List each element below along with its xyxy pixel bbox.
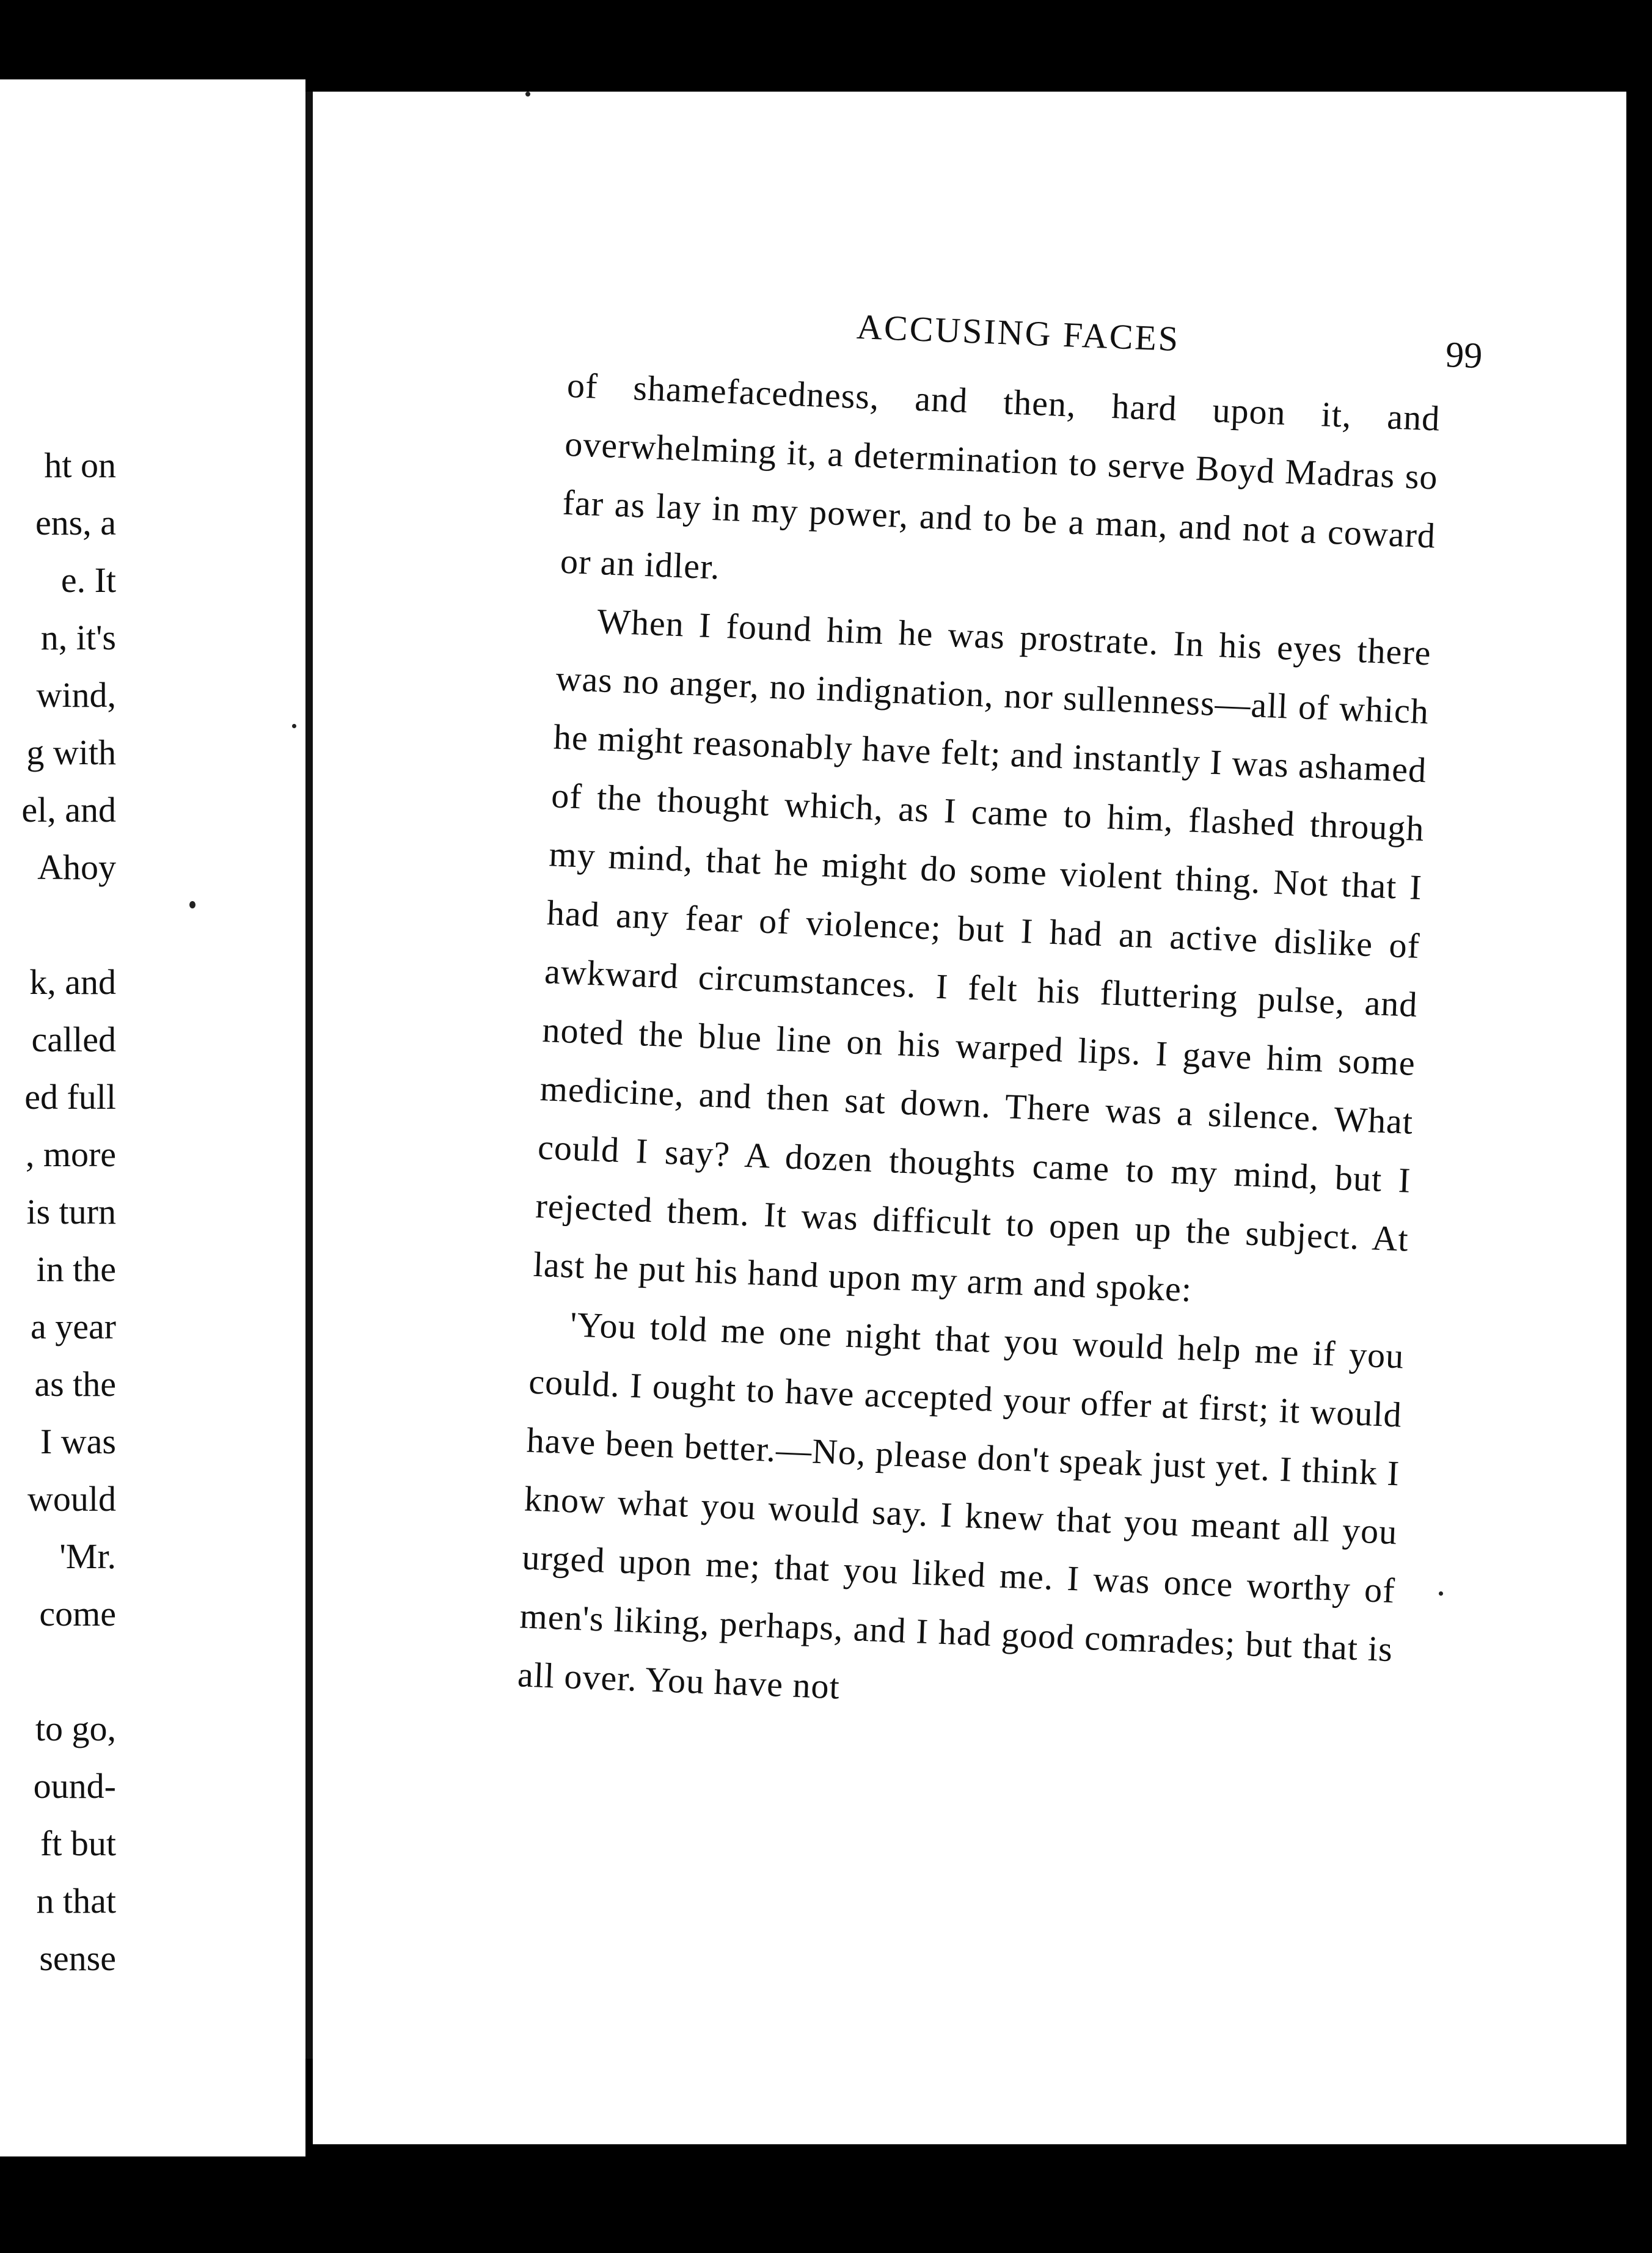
left-page-line: to go, (35, 1709, 116, 1748)
left-page-line: called (31, 1020, 116, 1059)
left-page-line: wind, (36, 675, 116, 715)
left-page-line: is turn (26, 1192, 116, 1232)
left-page-line: in the (36, 1249, 116, 1289)
speck (1439, 1591, 1443, 1596)
left-page-line: g with (26, 732, 116, 772)
left-page-line: 'Mr. (59, 1536, 116, 1576)
speck (292, 724, 296, 728)
left-page-line: I was (40, 1422, 116, 1461)
left-page-line: a year (30, 1307, 116, 1346)
left-page-line: come (39, 1594, 116, 1634)
left-page-line: ht on (44, 445, 116, 485)
speck (189, 901, 196, 908)
left-page-line: el, and (21, 790, 116, 830)
left-page-line: e. It (60, 560, 116, 600)
running-head: ACCUSING FACES (856, 306, 1181, 359)
left-page-line: as the (34, 1364, 116, 1404)
page-number: 99 (1445, 334, 1483, 376)
body-text (516, 356, 1441, 1737)
paragraph: of shamefacedness, and then, hard upon it, and overwhelming it, a determination to serve Boyd Madras so far as lay in my power, and to be a man, and not a coward or an idler. (559, 365, 1441, 587)
left-page-line: ound- (33, 1766, 116, 1806)
left-page-line: n, it's (40, 618, 116, 657)
left-page-line: would (27, 1479, 116, 1519)
left-page-line: ed full (24, 1077, 116, 1117)
left-page-line: n that (36, 1881, 116, 1921)
paragraph: When I found him he was prostrate. In his eyes there was no anger, no indignation, nor sullenness—all of which he might reasonably have felt; and instantly I was ashamed of the thought which, as I came to him, flashed through my mind, that he might do some violent thing. Not that I had any fear of violence; but I had an active dislike of awkward circumstances. I felt his fluttering pulse, and noted the blue line on his warped lips. I gave him some medicine, and then sat down. There was a silence. What could I say? A dozen thoughts came to my mind, but I rejected them. It was difficult to open up the subject. At last he put his hand upon my arm and spoke: (532, 601, 1432, 1310)
left-page-line: k, and (29, 962, 116, 1002)
left-page-line: sense (39, 1938, 116, 1978)
speck (525, 92, 530, 97)
left-page-line: Ahoy (37, 847, 116, 887)
left-page-line: , more (25, 1134, 116, 1174)
left-page-line: ft but (40, 1824, 116, 1863)
paragraph: 'You told me one night that you would help me if you could. I ought to have accepted your offer at first; it would have been better.—No, please don't speak just yet. I think I know what you would say. I knew that you meant all you urged upon me; that you liked me. I was once worthy of men's liking, perhaps, and I had good comrades; but that is all over. You have not (516, 1304, 1405, 1707)
left-page-line: ens, a (35, 503, 116, 542)
